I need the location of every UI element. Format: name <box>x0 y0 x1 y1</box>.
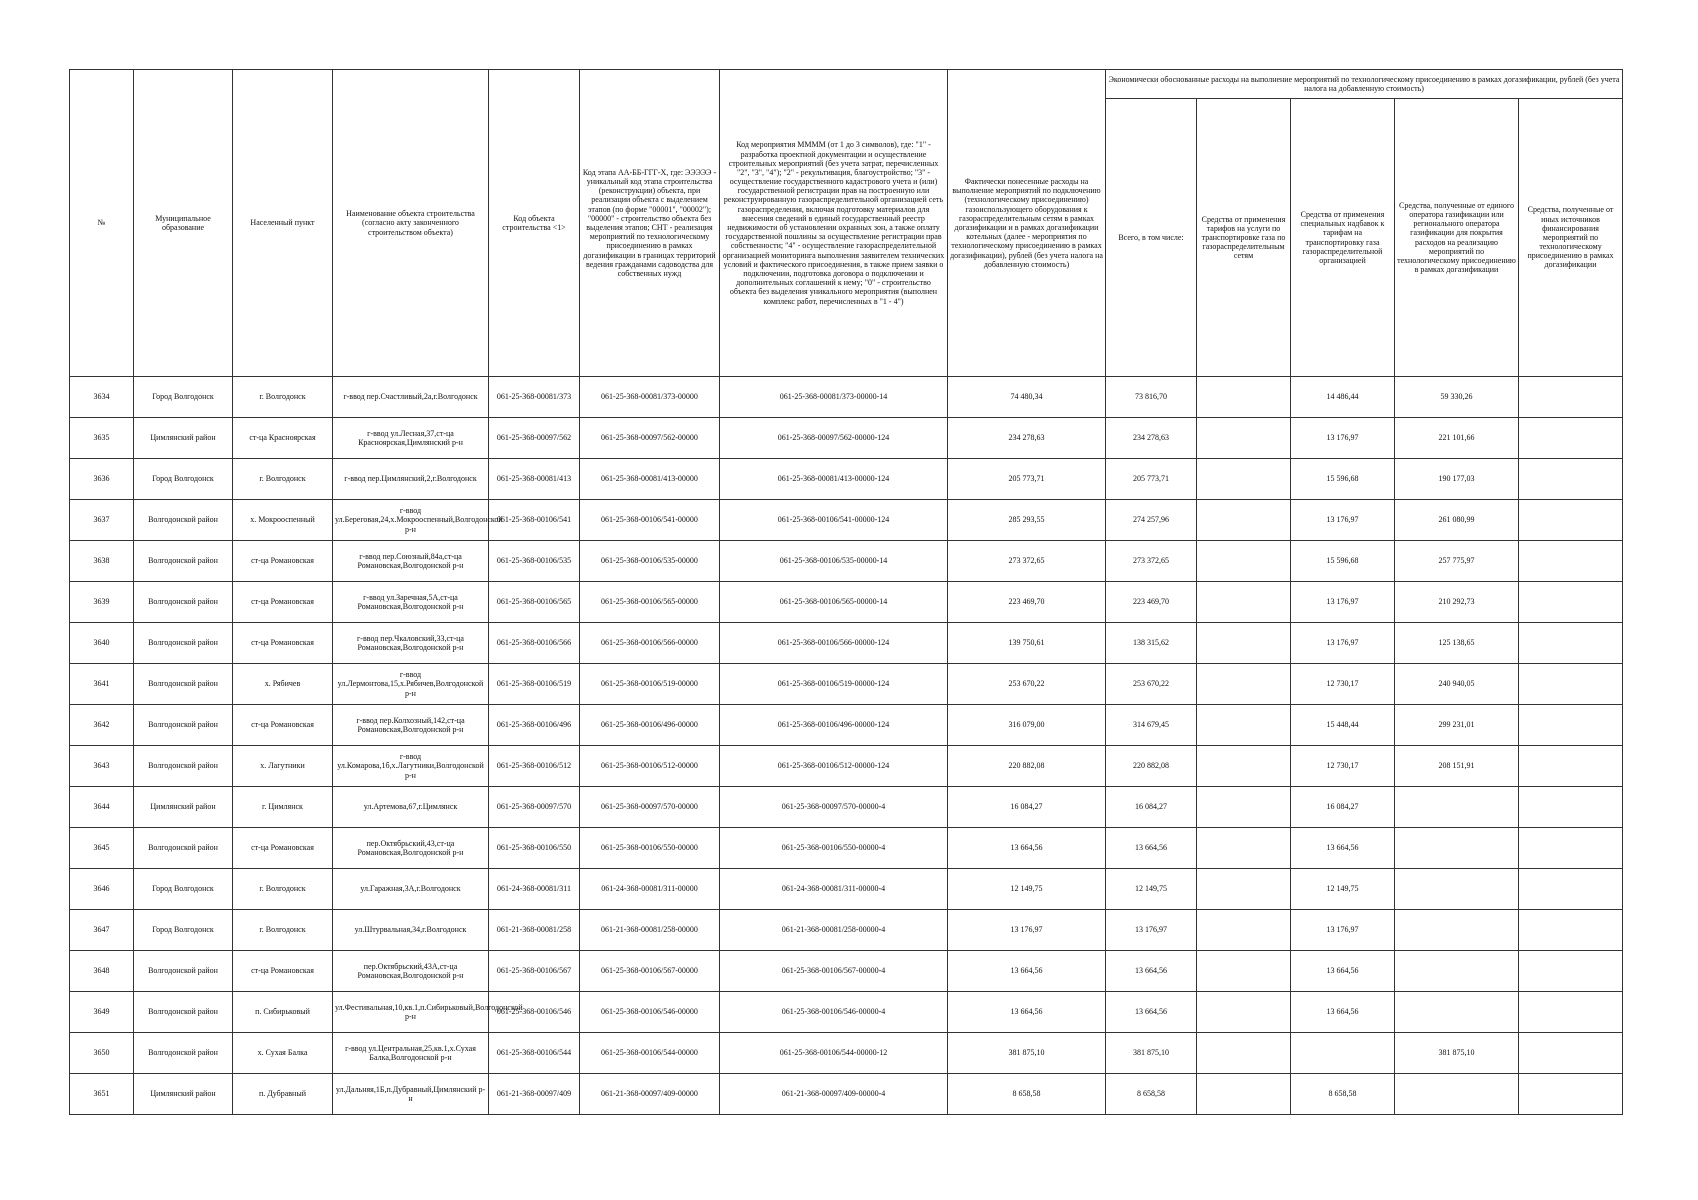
cell-number: 3650 <box>70 1033 134 1074</box>
cell-transport-tariff <box>1197 377 1291 418</box>
table-row <box>70 869 1623 910</box>
cell-other-sources <box>1519 705 1623 746</box>
table-row <box>70 951 1623 992</box>
cell-settlement: ст-ца Романовская <box>233 541 333 582</box>
cell-actual-costs: 139 750,61 <box>948 623 1106 664</box>
cell-event-code: 061-21-368-00081/258-00000-4 <box>720 910 948 951</box>
cell-operator-funds: 299 231,01 <box>1395 705 1519 746</box>
table-row <box>70 787 1623 828</box>
header-municipality: Муниципальное образование <box>134 70 233 377</box>
cell-special-surcharge: 14 486,44 <box>1291 377 1395 418</box>
cell-special-surcharge: 13 176,97 <box>1291 910 1395 951</box>
cell-operator-funds <box>1395 869 1519 910</box>
cell-municipality: Город Волгодонск <box>134 377 233 418</box>
cell-special-surcharge: 12 149,75 <box>1291 869 1395 910</box>
cell-settlement: ст-ца Романовская <box>233 705 333 746</box>
cell-other-sources <box>1519 377 1623 418</box>
cell-object-code: 061-25-368-00106/544 <box>489 1033 580 1074</box>
cell-special-surcharge: 13 664,56 <box>1291 992 1395 1033</box>
cell-settlement: ст-ца Красноярская <box>233 418 333 459</box>
cell-event-code: 061-25-368-00106/565-00000-14 <box>720 582 948 623</box>
header-group-title: Экономически обоснованные расходы на выполнение мероприятий по технологическому присоединению в рамках догазификации, рублей (без учета налога на добавленную стоимость) <box>1106 70 1623 99</box>
cell-actual-costs: 253 670,22 <box>948 664 1106 705</box>
cell-actual-costs: 220 882,08 <box>948 746 1106 787</box>
cell-municipality: Цимлянский район <box>134 418 233 459</box>
cell-municipality: Город Волгодонск <box>134 869 233 910</box>
cell-municipality: Цимлянский район <box>134 1074 233 1115</box>
cell-total: 8 658,58 <box>1106 1074 1197 1115</box>
table-header <box>70 70 1623 377</box>
cell-stage-code: 061-25-368-00106/519-00000 <box>580 664 720 705</box>
cell-number: 3640 <box>70 623 134 664</box>
cell-event-code: 061-25-368-00106/512-00000-124 <box>720 746 948 787</box>
cell-transport-tariff <box>1197 500 1291 541</box>
cell-object-name: ул.Фестивальная,10,кв.1,п.Сибирьковый,Волгодонской р-н <box>333 992 489 1033</box>
cell-other-sources <box>1519 1033 1623 1074</box>
cell-number: 3648 <box>70 951 134 992</box>
cell-other-sources <box>1519 828 1623 869</box>
header-object-name: Наименование объекта строительства (согласно акту законченного строительством объекта) <box>333 70 489 377</box>
header-settlement: Населенный пункт <box>233 70 333 377</box>
cell-special-surcharge: 13 176,97 <box>1291 582 1395 623</box>
cell-settlement: х. Мокрооспенный <box>233 500 333 541</box>
cell-municipality: Город Волгодонск <box>134 459 233 500</box>
cell-event-code: 061-25-368-00106/541-00000-124 <box>720 500 948 541</box>
cell-transport-tariff <box>1197 459 1291 500</box>
cell-object-name: г-ввод пер.Счастливый,2а,г.Волгодонск <box>333 377 489 418</box>
cell-other-sources <box>1519 951 1623 992</box>
cell-object-name: г-ввод ул.Центральная,25,кв.1,х.Сухая Балка,Волгодонской р-н <box>333 1033 489 1074</box>
table-row <box>70 500 1623 541</box>
cell-object-code: 061-21-368-00081/258 <box>489 910 580 951</box>
cell-other-sources <box>1519 582 1623 623</box>
cell-object-code: 061-25-368-00106/566 <box>489 623 580 664</box>
cell-event-code: 061-24-368-00081/311-00000-4 <box>720 869 948 910</box>
cell-total: 13 664,56 <box>1106 951 1197 992</box>
cell-municipality: Волгодонской район <box>134 623 233 664</box>
cell-municipality: Волгодонской район <box>134 1033 233 1074</box>
cell-special-surcharge: 15 448,44 <box>1291 705 1395 746</box>
cell-total: 13 176,97 <box>1106 910 1197 951</box>
cell-number: 3642 <box>70 705 134 746</box>
cell-object-code: 061-25-368-00081/413 <box>489 459 580 500</box>
cell-number: 3635 <box>70 418 134 459</box>
cell-stage-code: 061-25-368-00106/566-00000 <box>580 623 720 664</box>
header-other-sources: Средства, полученные от иных источников финансирования мероприятий по технологическому присоединению в рамках догазификации <box>1519 99 1623 377</box>
cell-event-code: 061-25-368-00106/519-00000-124 <box>720 664 948 705</box>
cell-actual-costs: 381 875,10 <box>948 1033 1106 1074</box>
cell-transport-tariff <box>1197 705 1291 746</box>
cell-other-sources <box>1519 746 1623 787</box>
cell-transport-tariff <box>1197 582 1291 623</box>
cell-special-surcharge: 13 176,97 <box>1291 623 1395 664</box>
cell-transport-tariff <box>1197 418 1291 459</box>
cell-object-name: пер.Октябрьский,43А,ст-ца Романовская,Волгодонской р-н <box>333 951 489 992</box>
header-transport-tariff: Средства от применения тарифов на услуги по транспортировке газа по газораспределительным сетям <box>1197 99 1291 377</box>
cell-object-name: г-ввод ул.Лермонтова,15,х.Рябичев,Волгодонской р-н <box>333 664 489 705</box>
cell-object-code: 061-21-368-00097/409 <box>489 1074 580 1115</box>
cell-other-sources <box>1519 623 1623 664</box>
table-row <box>70 910 1623 951</box>
cell-object-name: ул.Артемова,67,г.Цимлянск <box>333 787 489 828</box>
cell-municipality: Волгодонской район <box>134 951 233 992</box>
cell-transport-tariff <box>1197 869 1291 910</box>
cell-transport-tariff <box>1197 992 1291 1033</box>
cell-operator-funds: 221 101,66 <box>1395 418 1519 459</box>
cell-object-code: 061-25-368-00097/562 <box>489 418 580 459</box>
cell-stage-code: 061-25-368-00106/541-00000 <box>580 500 720 541</box>
cell-municipality: Волгодонской район <box>134 664 233 705</box>
cell-total: 234 278,63 <box>1106 418 1197 459</box>
cell-settlement: ст-ца Романовская <box>233 582 333 623</box>
cell-actual-costs: 205 773,71 <box>948 459 1106 500</box>
table-row <box>70 541 1623 582</box>
cell-event-code: 061-25-368-00106/567-00000-4 <box>720 951 948 992</box>
cell-object-code: 061-25-368-00106/519 <box>489 664 580 705</box>
cell-object-name: ул.Гаражная,3А,г.Волгодонск <box>333 869 489 910</box>
cell-object-name: г-ввод ул.Заречная,5А,ст-ца Романовская,Волгодонской р-н <box>333 582 489 623</box>
table-row <box>70 582 1623 623</box>
cell-number: 3634 <box>70 377 134 418</box>
cell-total: 13 664,56 <box>1106 992 1197 1033</box>
cell-actual-costs: 13 664,56 <box>948 951 1106 992</box>
cell-stage-code: 061-24-368-00081/311-00000 <box>580 869 720 910</box>
cell-other-sources <box>1519 910 1623 951</box>
cell-settlement: ст-ца Романовская <box>233 623 333 664</box>
cell-operator-funds: 261 080,99 <box>1395 500 1519 541</box>
cell-total: 314 679,45 <box>1106 705 1197 746</box>
cell-other-sources <box>1519 541 1623 582</box>
cell-number: 3649 <box>70 992 134 1033</box>
cell-municipality: Волгодонской район <box>134 705 233 746</box>
cell-municipality: Цимлянский район <box>134 787 233 828</box>
cell-total: 205 773,71 <box>1106 459 1197 500</box>
header-actual-costs: Фактически понесенные расходы на выполнение мероприятий по подключению (технологическому присоединению) газоиспользующего оборудования к газораспределительным сетям в рамках догазификации и в рамках догазификации котельных (далее - мероприятия по технологическому присоединению в рамках догазификации), рублей (без учета налога на добавленную стоимость) <box>948 70 1106 377</box>
cell-object-code: 061-25-368-00106/565 <box>489 582 580 623</box>
cell-special-surcharge <box>1291 1033 1395 1074</box>
cell-stage-code: 061-25-368-00106/512-00000 <box>580 746 720 787</box>
cell-event-code: 061-25-368-00106/550-00000-4 <box>720 828 948 869</box>
table-row <box>70 1074 1623 1115</box>
cell-number: 3644 <box>70 787 134 828</box>
cell-stage-code: 061-25-368-00106/496-00000 <box>580 705 720 746</box>
cell-operator-funds <box>1395 828 1519 869</box>
cell-other-sources <box>1519 992 1623 1033</box>
cell-event-code: 061-25-368-00106/546-00000-4 <box>720 992 948 1033</box>
table-row <box>70 1033 1623 1074</box>
cell-number: 3643 <box>70 746 134 787</box>
cell-object-code: 061-25-368-00106/512 <box>489 746 580 787</box>
cell-settlement: х. Рябичев <box>233 664 333 705</box>
cell-stage-code: 061-25-368-00106/550-00000 <box>580 828 720 869</box>
cell-object-code: 061-25-368-00106/535 <box>489 541 580 582</box>
cell-number: 3638 <box>70 541 134 582</box>
cell-event-code: 061-25-368-00081/373-00000-14 <box>720 377 948 418</box>
cell-other-sources <box>1519 664 1623 705</box>
cell-total: 12 149,75 <box>1106 869 1197 910</box>
cell-municipality: Волгодонской район <box>134 828 233 869</box>
cell-stage-code: 061-25-368-00081/373-00000 <box>580 377 720 418</box>
header-event-code: Код мероприятия ММММ (от 1 до 3 символов), где: "1" - разработка проектной документации и осуществление строительных мероприятий (без учета затрат, перечисленных "2", "3", "4"); "2" - рекультивация, благоустройство; "3" - осуществление государственного кадастрового учета и (или) государственной регистрации прав на построенную или реконструированную газораспределительной организацией сеть газораспределения, включая подготовку материалов для внесения сведений в единый государственный реестр недвижимости об установлении охранных зон, а также оплату государственной пошлины за осуществление регистрации прав собственности; "4" - осуществление газораспределительной организацией мониторинга выполнения заявителем технических условий и фактического присоединения, в также прием заявки о подключении, подготовка договора о подключении и дополнительных соглашений к нему; "0" - строительство объекта без выделения уникального мероприятия (выполнен комплекс работ, перечисленных в "1 - 4") <box>720 70 948 377</box>
cell-actual-costs: 273 372,65 <box>948 541 1106 582</box>
cell-total: 223 469,70 <box>1106 582 1197 623</box>
cell-special-surcharge: 13 176,97 <box>1291 500 1395 541</box>
cell-special-surcharge: 15 596,68 <box>1291 541 1395 582</box>
cell-stage-code: 061-25-368-00097/562-00000 <box>580 418 720 459</box>
cell-municipality: Волгодонской район <box>134 541 233 582</box>
cell-special-surcharge: 12 730,17 <box>1291 664 1395 705</box>
cell-special-surcharge: 13 176,97 <box>1291 418 1395 459</box>
cell-special-surcharge: 13 664,56 <box>1291 951 1395 992</box>
cell-transport-tariff <box>1197 787 1291 828</box>
cell-settlement: г. Цимлянск <box>233 787 333 828</box>
cell-total: 381 875,10 <box>1106 1033 1197 1074</box>
cell-transport-tariff <box>1197 1074 1291 1115</box>
cell-object-name: г-ввод ул.Комарова,1б,х.Лагутники,Волгодонской р-н <box>333 746 489 787</box>
cell-stage-code: 061-25-368-00097/570-00000 <box>580 787 720 828</box>
cell-stage-code: 061-25-368-00106/544-00000 <box>580 1033 720 1074</box>
cell-settlement: п. Дубравный <box>233 1074 333 1115</box>
cell-number: 3651 <box>70 1074 134 1115</box>
table-row <box>70 459 1623 500</box>
cell-settlement: х. Сухая Балка <box>233 1033 333 1074</box>
cell-operator-funds <box>1395 992 1519 1033</box>
cell-object-code: 061-24-368-00081/311 <box>489 869 580 910</box>
cell-special-surcharge: 12 730,17 <box>1291 746 1395 787</box>
cell-stage-code: 061-21-368-00081/258-00000 <box>580 910 720 951</box>
cell-transport-tariff <box>1197 828 1291 869</box>
cell-municipality: Волгодонской район <box>134 500 233 541</box>
cell-object-code: 061-25-368-00106/550 <box>489 828 580 869</box>
cell-operator-funds <box>1395 1074 1519 1115</box>
cell-municipality: Волгодонской район <box>134 582 233 623</box>
cell-other-sources <box>1519 500 1623 541</box>
cell-number: 3645 <box>70 828 134 869</box>
cell-special-surcharge: 16 084,27 <box>1291 787 1395 828</box>
cell-stage-code: 061-21-368-00097/409-00000 <box>580 1074 720 1115</box>
cell-special-surcharge: 13 664,56 <box>1291 828 1395 869</box>
cell-number: 3639 <box>70 582 134 623</box>
cell-number: 3647 <box>70 910 134 951</box>
cell-event-code: 061-25-368-00097/570-00000-4 <box>720 787 948 828</box>
cell-operator-funds: 208 151,91 <box>1395 746 1519 787</box>
cell-operator-funds: 210 292,73 <box>1395 582 1519 623</box>
cell-total: 13 664,56 <box>1106 828 1197 869</box>
cell-event-code: 061-25-368-00106/544-00000-12 <box>720 1033 948 1074</box>
cell-object-name: пер.Октябрьский,43,ст-ца Романовская,Волгодонской р-н <box>333 828 489 869</box>
cell-number: 3646 <box>70 869 134 910</box>
cell-event-code: 061-25-368-00106/496-00000-124 <box>720 705 948 746</box>
cell-actual-costs: 8 658,58 <box>948 1074 1106 1115</box>
cell-transport-tariff <box>1197 1033 1291 1074</box>
table-row <box>70 828 1623 869</box>
cell-object-name: г-ввод пер.Цимлянский,2,г.Волгодонск <box>333 459 489 500</box>
header-operator-funds: Средства, полученные от единого оператора газификации или регионального оператора газификации для покрытия расходов на реализацию мероприятий по технологическому присоединению в рамках догазификации <box>1395 99 1519 377</box>
cell-special-surcharge: 8 658,58 <box>1291 1074 1395 1115</box>
cell-settlement: ст-ца Романовская <box>233 828 333 869</box>
cell-settlement: п. Сибирьковый <box>233 992 333 1033</box>
cell-object-code: 061-25-368-00081/373 <box>489 377 580 418</box>
cell-transport-tariff <box>1197 910 1291 951</box>
cell-actual-costs: 316 079,00 <box>948 705 1106 746</box>
cell-actual-costs: 12 149,75 <box>948 869 1106 910</box>
header-object-code: Код объекта строительства <1> <box>489 70 580 377</box>
cell-number: 3636 <box>70 459 134 500</box>
cell-transport-tariff <box>1197 623 1291 664</box>
header-no: № <box>70 70 134 377</box>
table-row <box>70 664 1623 705</box>
cell-object-name: ул.Штурвальная,34,г.Волгодонск <box>333 910 489 951</box>
cell-transport-tariff <box>1197 664 1291 705</box>
cell-total: 253 670,22 <box>1106 664 1197 705</box>
cell-operator-funds: 125 138,65 <box>1395 623 1519 664</box>
cell-actual-costs: 74 480,34 <box>948 377 1106 418</box>
cell-event-code: 061-25-368-00097/562-00000-124 <box>720 418 948 459</box>
cell-municipality: Город Волгодонск <box>134 910 233 951</box>
cell-number: 3641 <box>70 664 134 705</box>
cell-actual-costs: 285 293,55 <box>948 500 1106 541</box>
cell-total: 274 257,96 <box>1106 500 1197 541</box>
cell-event-code: 061-25-368-00106/535-00000-14 <box>720 541 948 582</box>
cell-operator-funds <box>1395 910 1519 951</box>
cell-total: 16 084,27 <box>1106 787 1197 828</box>
cell-other-sources <box>1519 459 1623 500</box>
cell-object-code: 061-25-368-00106/496 <box>489 705 580 746</box>
cell-transport-tariff <box>1197 951 1291 992</box>
cell-object-name: г-ввод ул.Лесная,37,ст-ца Красноярская,Цимлянский р-н <box>333 418 489 459</box>
cell-other-sources <box>1519 869 1623 910</box>
cell-municipality: Волгодонской район <box>134 746 233 787</box>
cell-operator-funds <box>1395 951 1519 992</box>
cell-event-code: 061-21-368-00097/409-00000-4 <box>720 1074 948 1115</box>
cell-operator-funds: 381 875,10 <box>1395 1033 1519 1074</box>
cell-operator-funds <box>1395 787 1519 828</box>
cell-event-code: 061-25-368-00081/413-00000-124 <box>720 459 948 500</box>
cell-other-sources <box>1519 1074 1623 1115</box>
cell-actual-costs: 13 176,97 <box>948 910 1106 951</box>
cell-operator-funds: 59 330,26 <box>1395 377 1519 418</box>
cell-operator-funds: 240 940,05 <box>1395 664 1519 705</box>
cell-stage-code: 061-25-368-00106/546-00000 <box>580 992 720 1033</box>
cell-object-name: ул.Дальняя,1Б,п.Дубравный,Цимлянский р-н <box>333 1074 489 1115</box>
cell-settlement: х. Лагутники <box>233 746 333 787</box>
cell-object-name: г-ввод пер.Колхозный,142,ст-ца Романовская,Волгодонской р-н <box>333 705 489 746</box>
cell-other-sources <box>1519 418 1623 459</box>
cell-stage-code: 061-25-368-00106/567-00000 <box>580 951 720 992</box>
table-row <box>70 623 1623 664</box>
cell-total: 73 816,70 <box>1106 377 1197 418</box>
cell-actual-costs: 223 469,70 <box>948 582 1106 623</box>
table-row <box>70 377 1623 418</box>
cell-actual-costs: 13 664,56 <box>948 992 1106 1033</box>
cell-transport-tariff <box>1197 746 1291 787</box>
cell-operator-funds: 190 177,03 <box>1395 459 1519 500</box>
table-body <box>70 377 1623 1115</box>
cell-total: 138 315,62 <box>1106 623 1197 664</box>
cell-special-surcharge: 15 596,68 <box>1291 459 1395 500</box>
cell-settlement: г. Волгодонск <box>233 377 333 418</box>
cell-operator-funds: 257 775,97 <box>1395 541 1519 582</box>
table-row <box>70 992 1623 1033</box>
cell-actual-costs: 13 664,56 <box>948 828 1106 869</box>
cell-stage-code: 061-25-368-00106/535-00000 <box>580 541 720 582</box>
cell-actual-costs: 16 084,27 <box>948 787 1106 828</box>
cell-object-code: 061-25-368-00106/546 <box>489 992 580 1033</box>
table-row <box>70 418 1623 459</box>
cell-object-code: 061-25-368-00106/541 <box>489 500 580 541</box>
cell-object-name: г-ввод пер.Чкаловский,33,ст-ца Романовская,Волгодонской р-н <box>333 623 489 664</box>
cell-number: 3637 <box>70 500 134 541</box>
cell-object-name: г-ввод ул.Береговая,24,х.Мокрооспенный,Волгодонской р-н <box>333 500 489 541</box>
cell-settlement: г. Волгодонск <box>233 459 333 500</box>
cell-other-sources <box>1519 787 1623 828</box>
table-row <box>70 746 1623 787</box>
cell-settlement: ст-ца Романовская <box>233 951 333 992</box>
cell-object-code: 061-25-368-00097/570 <box>489 787 580 828</box>
cell-stage-code: 061-25-368-00106/565-00000 <box>580 582 720 623</box>
cell-transport-tariff <box>1197 541 1291 582</box>
cell-object-name: г-ввод пер.Союзный,84а,ст-ца Романовская,Волгодонской р-н <box>333 541 489 582</box>
header-stage-code: Код этапа АА-ББ-ГГГ-Х, где: ЭЭЭЭЭ - уникальный код этапа строительства (реконструкции) объекта, при реализации объекта с выделением этапов (по форме "00001", "00002"); "00000" - строительство объекта без выделения этапов; СНТ - реализация мероприятий по технологическому присоединению в рамках догазификации в границах территорий ведения гражданами садоводства для собственных нужд <box>580 70 720 377</box>
header-total: Всего, в том числе: <box>1106 99 1197 377</box>
cell-settlement: г. Волгодонск <box>233 910 333 951</box>
data-table <box>69 69 1623 1115</box>
header-special-surcharge: Средства от применения специальных надбавок к тарифам на транспортировку газа газораспределительной организацией <box>1291 99 1395 377</box>
cell-total: 273 372,65 <box>1106 541 1197 582</box>
cell-event-code: 061-25-368-00106/566-00000-124 <box>720 623 948 664</box>
table-row <box>70 705 1623 746</box>
cell-total: 220 882,08 <box>1106 746 1197 787</box>
cell-municipality: Волгодонской район <box>134 992 233 1033</box>
cell-stage-code: 061-25-368-00081/413-00000 <box>580 459 720 500</box>
cell-settlement: г. Волгодонск <box>233 869 333 910</box>
cell-object-code: 061-25-368-00106/567 <box>489 951 580 992</box>
cell-actual-costs: 234 278,63 <box>948 418 1106 459</box>
